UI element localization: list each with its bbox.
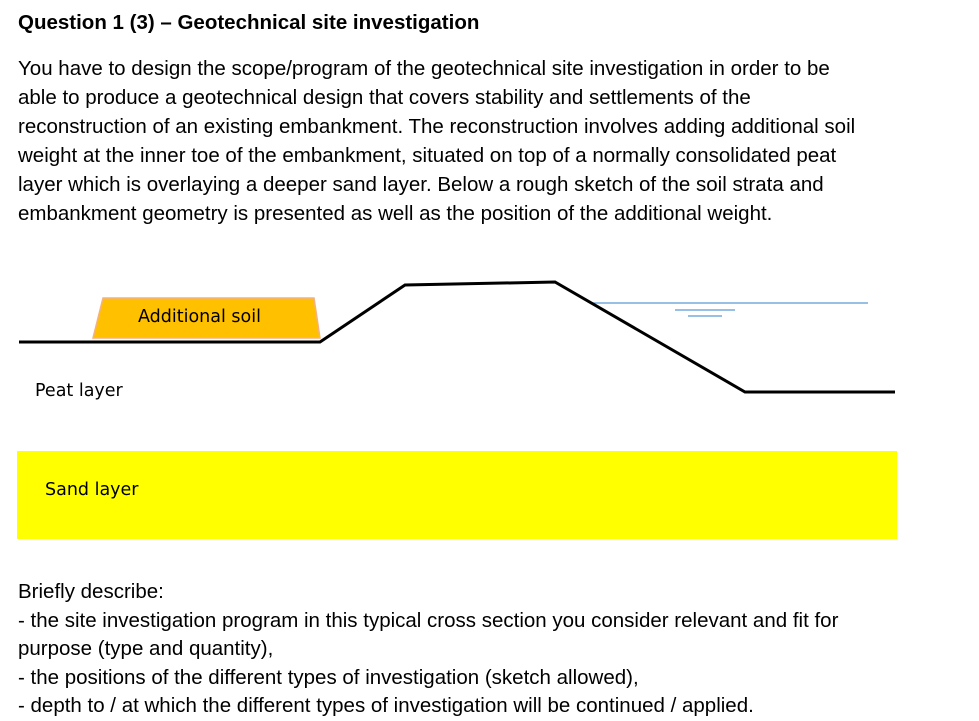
task-intro: Briefly describe: [18, 580, 164, 603]
task-list [18, 578, 963, 721]
intro-paragraph [18, 54, 963, 228]
additional-soil-label: Additional soil [138, 307, 261, 327]
task-line: - the positions of the different types of investigation (sketch allowed), [18, 665, 639, 689]
task-line: - depth to / at which the different types of investigation will be continued / applied. [18, 694, 754, 717]
sand-layer-label: Sand layer [45, 480, 139, 500]
embankment-sketch-drawing [0, 250, 979, 550]
task-line: - the site investigation program in this typical cross section you consider relevant and fit for [18, 608, 839, 632]
intro-line: You have to design the scope/program of the geotechnical site investigation in order to be [18, 57, 830, 80]
intro-line: able to produce a geotechnical design that covers stability and settlements of the [18, 86, 751, 109]
intro-line: layer which is overlaying a deeper sand layer. Below a rough sketch of the soil strata and [18, 173, 824, 196]
task-line: purpose (type and quantity), [18, 637, 274, 660]
intro-line: weight at the inner toe of the embankment, situated on top of a normally consolidated peat [18, 144, 837, 167]
intro-line: embankment geometry is presented as well as the position of the additional weight. [18, 202, 773, 225]
question-title: Question 1 (3) – Geotechnical site investigation [18, 11, 480, 34]
sand-layer [17, 451, 897, 539]
embankment-sketch [0, 250, 979, 550]
intro-line: reconstruction of an existing embankment. The reconstruction involves adding additional soil [18, 115, 856, 138]
peat-layer-label: Peat layer [35, 381, 123, 401]
